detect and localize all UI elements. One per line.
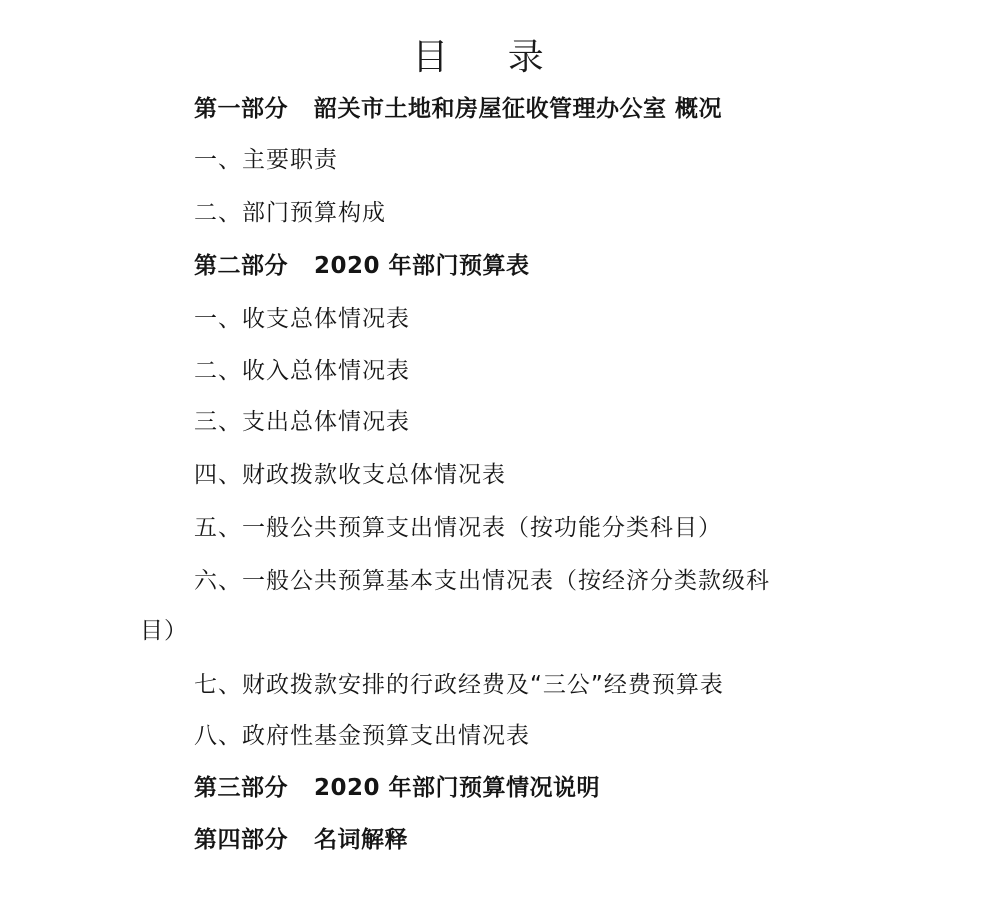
part-label: 第四部分 — [194, 827, 288, 853]
toc-item: 二、收入总体情况表 — [194, 358, 410, 384]
toc-item: 七、财政拨款安排的行政经费及“三公”经费预算表 — [194, 672, 724, 698]
toc-part-4 — [194, 825, 408, 855]
part-label: 第二部分 — [194, 253, 288, 279]
toc-item: 八、政府性基金预算支出情况表 — [194, 723, 530, 749]
part-label: 第一部分 — [194, 96, 288, 122]
toc-item: 三、支出总体情况表 — [194, 409, 410, 435]
page-title: 目 录 — [412, 37, 568, 78]
toc-item: 一、收支总体情况表 — [194, 306, 410, 332]
part-text: 2020 年部门预算情况说明 — [314, 775, 601, 801]
toc-item-continuation: 目） — [140, 618, 188, 644]
toc-item: 四、财政拨款收支总体情况表 — [194, 462, 506, 488]
part-text: 名词解释 — [314, 827, 408, 853]
toc-item: 一、主要职责 — [194, 147, 338, 173]
part-text: 2020 年部门预算表 — [314, 253, 530, 279]
toc-item: 二、部门预算构成 — [194, 200, 386, 226]
toc-part-2 — [194, 251, 530, 281]
part-text: 韶关市土地和房屋征收管理办公室 概况 — [314, 96, 723, 122]
toc-item: 五、一般公共预算支出情况表（按功能分类科目） — [194, 515, 722, 541]
part-label: 第三部分 — [194, 775, 288, 801]
toc-item: 六、一般公共预算基本支出情况表（按经济分类款级科 — [194, 568, 770, 594]
toc-part-1 — [194, 94, 722, 124]
toc-part-3 — [194, 773, 600, 803]
